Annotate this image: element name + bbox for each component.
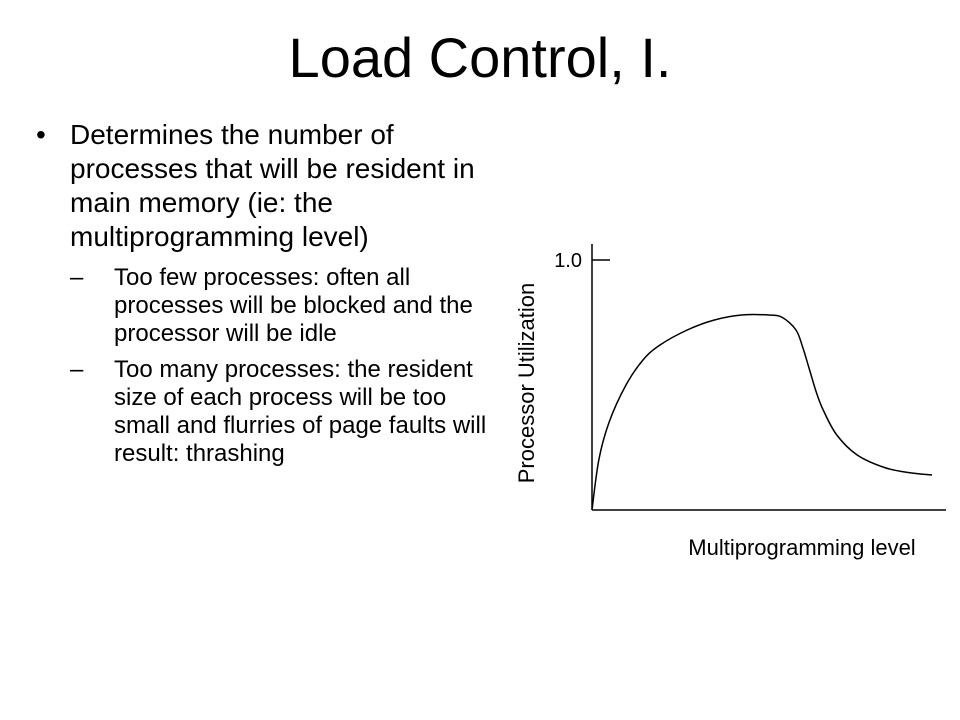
chart-svg xyxy=(500,230,950,570)
utilization-chart xyxy=(500,230,950,570)
sub-bullet-marker: – xyxy=(70,356,84,383)
sub-bullet-too-many xyxy=(70,356,496,468)
slide-title: Load Control, I. xyxy=(288,26,672,89)
utilization-curve xyxy=(592,315,932,510)
x-axis-label: Multiprogramming level xyxy=(688,535,916,560)
sub-bullet-text: Too few processes: often all processes will be blocked and the processor will be idle xyxy=(114,264,473,347)
sub-bullet-text: Too many processes: the resident size of each process will be too small and flurries of page faults will result: thrashing xyxy=(114,356,487,467)
y-axis-label: Processor Utilization xyxy=(514,282,539,484)
main-bullet xyxy=(36,118,496,468)
sub-bullet-too-few xyxy=(70,264,496,348)
sub-bullet-list xyxy=(70,264,496,468)
main-bullet-text: Determines the number of processes that will be resident in main memory (ie: the multiprogramming level) xyxy=(70,119,475,252)
bullet-list xyxy=(36,118,496,476)
sub-bullet-marker: – xyxy=(70,264,84,291)
bullet-marker: • xyxy=(36,119,46,150)
y-tick-label: 1.0 xyxy=(554,250,582,272)
